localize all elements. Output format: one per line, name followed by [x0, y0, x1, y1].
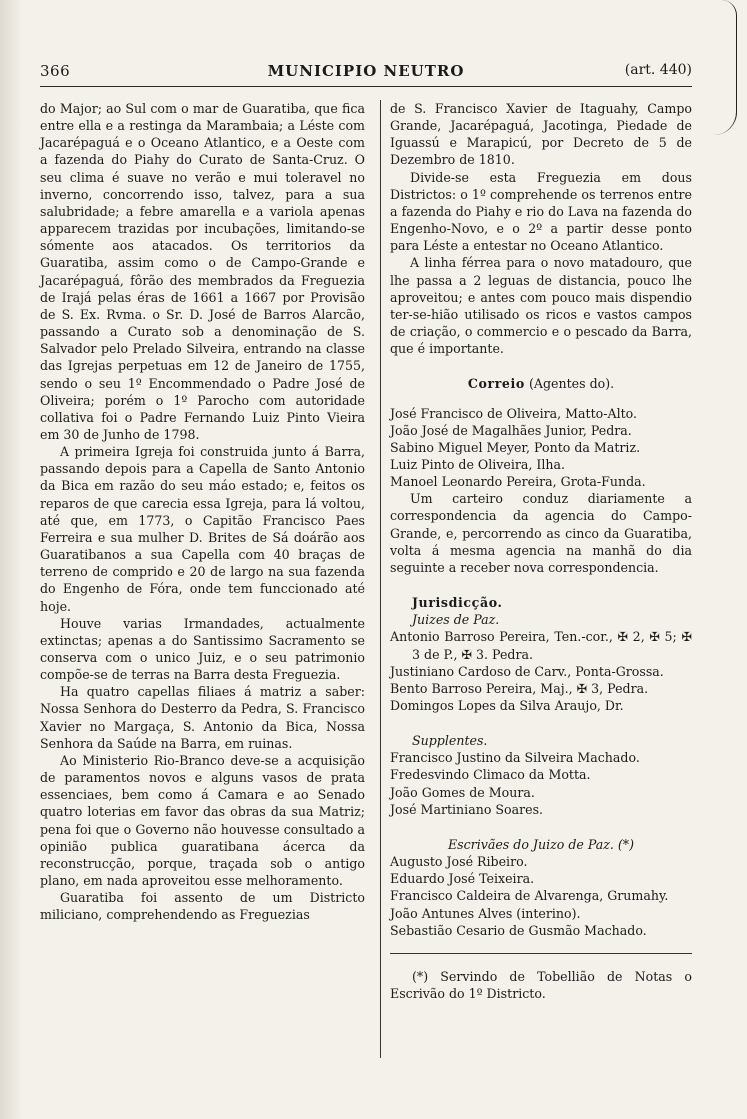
correio-agent: José Francisco de Oliveira, Matto-Alto. [390, 405, 638, 421]
escrivao-entry: Sebastião Cesario de Gusmão Machado. [390, 922, 647, 938]
correio-agent: Luiz Pinto de Oliveira, Ilha. [390, 456, 566, 472]
escrivao-entry: João Antunes Alves (interino). [390, 905, 581, 921]
supplente-entry: Francisco Justino da Silveira Machado. [390, 750, 640, 766]
correio-agent: Manoel Leonardo Pereira, Grota-Funda. [390, 474, 646, 490]
juiz-entry: Domingos Lopes da Silva Araujo, Dr. [390, 698, 624, 713]
page-number: 366 [40, 62, 71, 80]
juizes-heading: Juizes de Paz. [412, 612, 500, 628]
juiz-entry: Antonio Barroso Pereira, Ten.-cor., ✠ 2, ✠ 5; ✠ 3 de P., ✠ 3. Pedra. [390, 629, 692, 662]
paragraph-decree: de S. Francisco Xavier de Itaguahy, Campo Grande, Jacarépaguá, Jacotinga, Piedade de Iguassú e Marapicú, por Decreto de 5 de Dezembro de 1810. [390, 101, 692, 168]
paragraph-chapels: Ha quatro capellas filiaes á matriz a saber: Nossa Senhora do Desterro da Pedra, S. Francisco Xavier no Margaça, S. Antonio da Bica, Nossa Senhora da Saúde na Barra, em ruinas. [40, 684, 365, 751]
escrivaes-heading: Escrivães do Juizo de Paz. (*) [447, 836, 635, 852]
page-header [40, 62, 692, 86]
paragraph-brotherhoods: Houve varias Irmandades, actualmente extinctas; apenas a do Santissimo Sacramento se conserva com o unico Juiz, e o seu patrimonio compõe-se de terras na Barra desta Freguezia. [40, 615, 365, 683]
supplente-entry: Fredesvindo Climaco da Motta. [390, 767, 591, 783]
juiz-entry: Bento Barroso Pereira, Maj., ✠ 3, Pedra. [390, 680, 649, 696]
margin-bracket-mark [714, 0, 737, 135]
footnote: (*) Servindo de Tobellião de Notas o Escrivão do 1º Districto. [390, 968, 692, 1002]
escrivao-entry: Eduardo José Teixeira. [390, 871, 535, 887]
correio-agent: João José de Magalhães Junior, Pedra. [390, 422, 632, 438]
paragraph-militia-district: Guaratiba foi assento de um Districto miliciano, comprehendendo as Freguezias [40, 890, 365, 923]
escrivao-entry: Augusto José Ribeiro. [390, 854, 528, 870]
supplente-entry: João Gomes de Moura. [390, 784, 535, 800]
page-edge-speckle [0, 0, 22, 1119]
supplentes-heading: Supplentes. [412, 733, 488, 749]
escrivao-entry: Francisco Caldeira de Alvarenga, Grumahy. [390, 888, 669, 904]
page-title: MUNICIPIO NEUTRO [267, 62, 465, 80]
footnote-rule [390, 953, 692, 954]
column-divider [380, 100, 381, 1058]
right-column [390, 100, 692, 1002]
jurisdicao-heading: Jurisdicção. [412, 595, 503, 611]
header-rule [40, 86, 692, 87]
article-reference: (art. 440) [624, 62, 692, 78]
left-column [40, 100, 365, 924]
paragraph-districts: Divide-se esta Freguezia em dous Districtos: o 1º comprehende os terrenos entre a fazenda do Piahy e rio do Lava na fazenda do Engenho-Novo, e o 2º a partir desse ponto para Léste a entestar no Oceano Atlantico. [390, 169, 692, 254]
correio-heading-label: Correio [467, 376, 525, 392]
paragraph-ministry: Ao Ministerio Rio-Branco deve-se a acquisição de paramentos novos e alguns vasos de prata essenciaes, bem como á Camara e ao Senado quatro loterias em favor das obras da sua Matriz; pena foi que o Governo não houvesse consultado a opinião publica guaratibana ácerca da reconstrucção, porque, traçada sob o antigo plano, em nada aproveitou esse melhoramento. [40, 752, 365, 889]
supplente-entry: José Martiniano Soares. [390, 801, 544, 817]
paragraph-first-church: A primeira Igreja foi construida junto á Barra, passando depois para a Capella de Santo Antonio da Bica em razão do seu máo estado; e, feitos os reparos de que carecia essa Igreja, para lá voltou, até que, em 1773, o Capitão Francisco Paes Ferreira e sua mulher D. Brites de Sá doárão aos Guaratibanos a sua Capella com 40 braças de terreno de comprido e 20 de largo na sua fazenda do Engenho de Fóra, onde tem funccionado até hoje. [40, 444, 365, 614]
correio-heading-subtitle: (Agentes do). [528, 376, 615, 392]
paragraph-description: do Major; ao Sul com o mar de Guaratiba, que fica entre ella e a restinga da Marambaia; a Léste com Jacarépaguá e o Oceano Atlantico, e a Oeste com a fazenda do Piahy do Curato de Santa-Cruz. O seu clima é suave no verão e mui toleravel no inverno, concorrendo isso, talvez, para a sua salubridade; a febre amarella e a variola apenas apparecem trazidas por incubações, limitando-se sómente aos atacados. Os territorios da Guaratiba, assim como o de Campo-Grande e Jacarépaguá, fôrão des membrados da Freguezia de Irajá pelas éras de 1661 a 1667 por Provisão de S. Ex. Rvma. o Sr. D. José de Barros Alarcão, passando a Curato sob a denominação de S. Salvador pelo Prelado Silveira, entrando na classe das Igrejas perpetuas em 12 de Janeiro de 1755, sendo o seu 1º Encommendado o Padre José de Oliveira; porém o 1º Parocho com autoridade collativa foi o Padre Fernando Luiz Pinto Vieira em 30 de Junho de 1798. [40, 101, 365, 442]
paragraph-railway: A linha férrea para o novo matadouro, que lhe passa a 2 leguas de distancia, pouco lhe aproveitou; e antes com pouco mais dispendio ter-se-hião utilisado os ricos e vastos campos de criação, o commercio e o pescado da Barra, que é importante. [390, 255, 692, 357]
juiz-entry: Justiniano Cardoso de Carv., Ponta-Grossa. [390, 663, 664, 679]
paragraph-postman: Um carteiro conduz diariamente a correspondencia da agencia do Campo-Grande, e, percorrendo as cinco da Guaratiba, volta á mesma agencia na manhã do dia seguinte a receber nova correspondencia. [390, 491, 692, 575]
correio-heading [390, 375, 692, 392]
correio-agent: Sabino Miguel Meyer, Ponto da Matriz. [390, 439, 641, 455]
